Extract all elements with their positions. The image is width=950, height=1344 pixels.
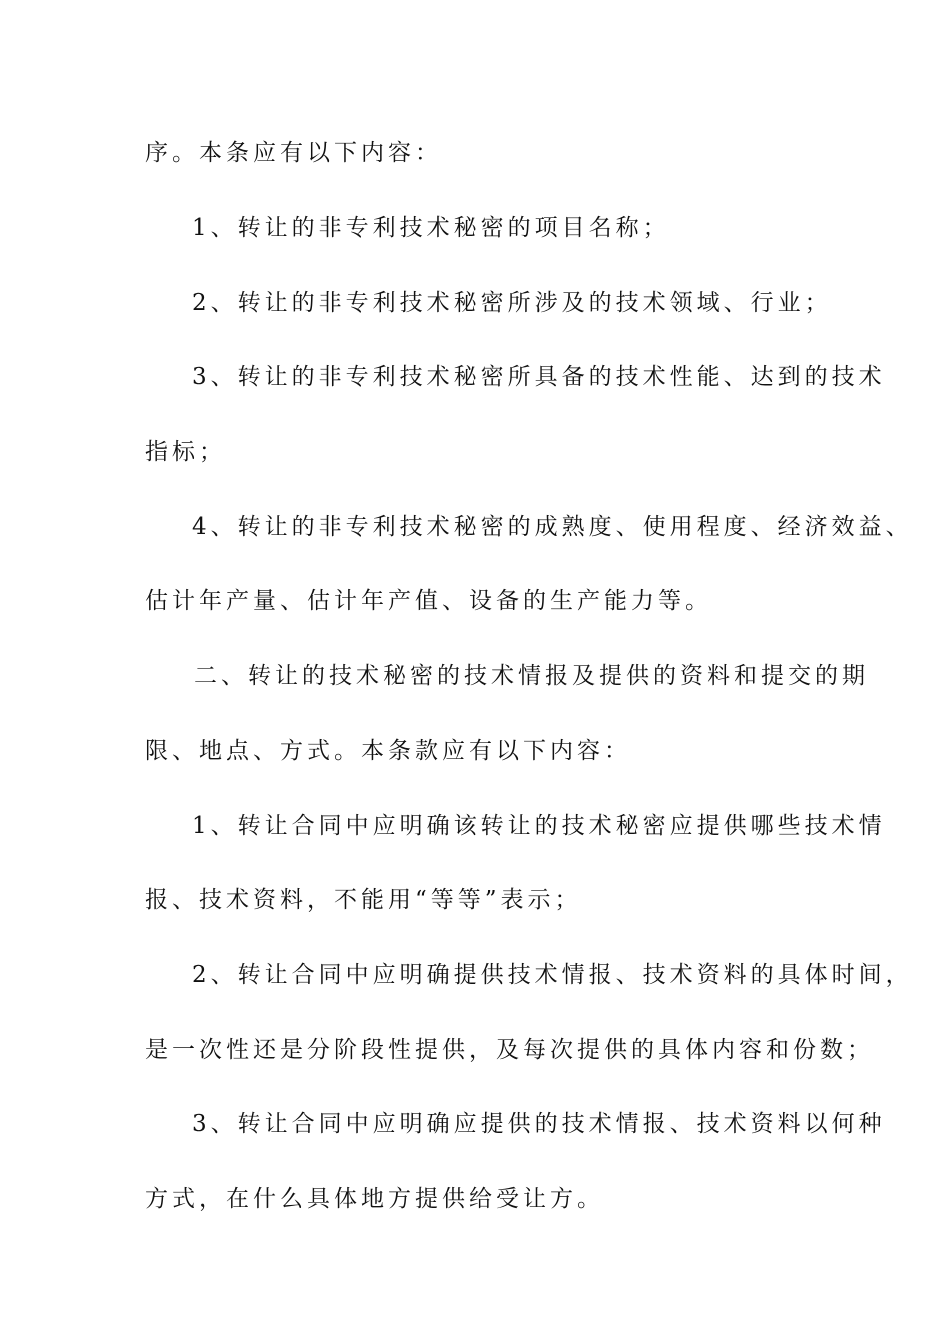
list-item-4: 4、转让的非专利技术秘密的成熟度、使用程度、经济效益、: [192, 514, 913, 540]
list-item-3: 3、转让的非专利技术秘密所具备的技术性能、达到的技术: [192, 364, 886, 390]
list-item-2: 2、转让的非专利技术秘密所涉及的技术领域、行业；: [192, 290, 832, 316]
list-item-1: 1、转让的非专利技术秘密的项目名称；: [192, 215, 670, 241]
text-line: 方式，在什么具体地方提供给受让方。: [145, 1186, 604, 1212]
text-line: 是一次性还是分阶段性提供，及每次提供的具体内容和份数；: [145, 1037, 874, 1063]
text-line: 限、地点、方式。本条款应有以下内容：: [145, 738, 631, 764]
list-item-2: 2、转让合同中应明确提供技术情报、技术资料的具体时间，: [192, 962, 913, 988]
text-line: 估计年产量、估计年产值、设备的生产能力等。: [145, 588, 712, 614]
list-item-3: 3、转让合同中应明确应提供的技术情报、技术资料以何种: [192, 1111, 886, 1137]
text-line: 指标；: [145, 439, 226, 465]
text-line: 序。本条应有以下内容：: [145, 140, 442, 166]
section-heading-2: 二、转让的技术秘密的技术情报及提供的资料和提交的期: [194, 663, 869, 689]
list-item-1: 1、转让合同中应明确该转让的技术秘密应提供哪些技术情: [192, 813, 886, 839]
text-line: 报、技术资料，不能用“等等”表示；: [145, 887, 582, 913]
